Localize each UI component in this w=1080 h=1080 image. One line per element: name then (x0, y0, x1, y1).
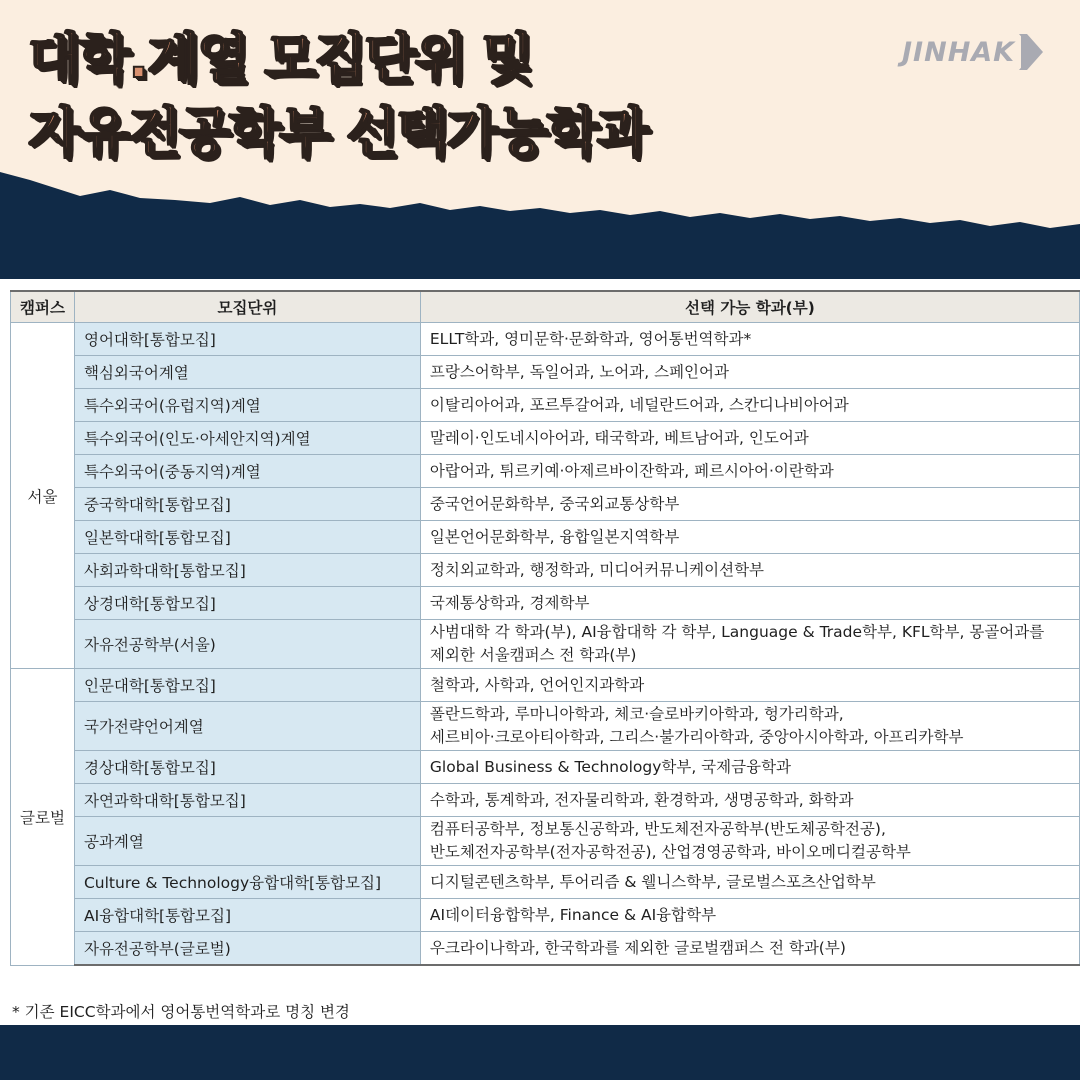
table-row (11, 784, 1080, 817)
bottom-bar (0, 1025, 1080, 1080)
unit-cell: 특수외국어(인도·아세안지역)계열 (74, 422, 420, 455)
logo-text: JINHAK (902, 36, 1016, 68)
unit-cell: 사회과학대학[통합모집] (74, 554, 420, 587)
department-line: 디지털콘텐츠학부, 투어리즘 & 웰니스학부, 글로벌스포츠산업학부 (429, 872, 876, 891)
unit-cell: 특수외국어(유럽지역)계열 (74, 389, 420, 422)
departments-cell (420, 521, 1079, 554)
departments-cell (420, 455, 1079, 488)
table-row (11, 422, 1080, 455)
departments-cell (420, 932, 1079, 966)
departments-cell (420, 389, 1079, 422)
department-line: 반도체전자공학부(전자공학전공), 산업경영공학과, 바이오메디컬공학부 (429, 843, 911, 861)
unit-cell: 핵심외국어계열 (74, 356, 420, 389)
title-line-2: 자유전공학부 선택가능학과 (28, 101, 647, 164)
table-row (11, 899, 1080, 932)
chevron-right-icon (1017, 32, 1043, 72)
unit-cell: 영어대학[통합모집] (74, 323, 420, 356)
unit-cell: 특수외국어(중동지역)계열 (74, 455, 420, 488)
unit-cell: 일본학대학[통합모집] (74, 521, 420, 554)
department-line: 컴퓨터공학부, 정보통신공학과, 반도체전자공학부(반도체공학전공), (429, 820, 886, 838)
page-title (28, 22, 647, 170)
department-line: AI데이터융합학부, Finance & AI융합학부 (429, 905, 717, 924)
unit-cell: 인문대학[통합모집] (74, 669, 420, 702)
header-unit: 모집단위 (74, 291, 420, 323)
table-row (11, 521, 1080, 554)
table-row (11, 817, 1080, 866)
header-campus: 캠퍼스 (11, 291, 75, 323)
departments-cell (420, 817, 1079, 866)
unit-cell: 중국학대학[통합모집] (74, 488, 420, 521)
table-row (11, 866, 1080, 899)
department-line: 세르비아·크로아티아학과, 그리스·불가리아학과, 중앙아시아학과, 아프리카학부 (429, 728, 964, 746)
departments-cell (420, 751, 1079, 784)
department-table (10, 290, 1080, 966)
departments-cell (420, 488, 1079, 521)
department-line: 우크라이나학과, 한국학과를 제외한 글로벌캠퍼스 전 학과(부) (429, 938, 846, 957)
unit-cell: 경상대학[통합모집] (74, 751, 420, 784)
department-line: 수학과, 통계학과, 전자물리학과, 환경학과, 생명공학과, 화학과 (429, 790, 854, 809)
table-row (11, 389, 1080, 422)
department-line: 중국언어문화학부, 중국외교통상학부 (429, 494, 680, 513)
department-line: ELLT학과, 영미문학·문화학과, 영어통번역학과* (429, 329, 752, 348)
unit-cell: 자유전공학부(글로벌) (74, 932, 420, 966)
table-row (11, 488, 1080, 521)
table-card (0, 279, 1080, 1025)
unit-cell: 국가전략언어계열 (74, 702, 420, 751)
table-row (11, 932, 1080, 966)
department-line: 국제통상학과, 경제학부 (429, 593, 590, 612)
department-line: 아랍어과, 튀르키예·아제르바이잔학과, 페르시아어·이란학과 (429, 461, 834, 480)
table-body (11, 323, 1080, 966)
table-row (11, 455, 1080, 488)
departments-cell (420, 323, 1079, 356)
jinhak-logo (902, 30, 1052, 74)
table-header-row (11, 291, 1080, 323)
departments-cell (420, 702, 1079, 751)
department-line: 철학과, 사학과, 언어인지과학과 (429, 675, 645, 694)
campus-cell: 글로벌 (11, 669, 75, 966)
departments-cell (420, 669, 1079, 702)
title-line-1: 대학.계열 모집단위 및 (28, 27, 532, 90)
table-row (11, 669, 1080, 702)
header-departments: 선택 가능 학과(부) (420, 291, 1079, 323)
unit-cell: AI융합대학[통합모집] (74, 899, 420, 932)
unit-cell: 공과계열 (74, 817, 420, 866)
table-row (11, 323, 1080, 356)
table-row (11, 620, 1080, 669)
unit-cell: 상경대학[통합모집] (74, 587, 420, 620)
department-line: 이탈리아어과, 포르투갈어과, 네덜란드어과, 스칸디나비아어과 (429, 395, 849, 414)
department-line: 말레이·인도네시아어과, 태국학과, 베트남어과, 인도어과 (429, 428, 809, 447)
departments-cell (420, 422, 1079, 455)
department-line: 사범대학 각 학과(부), AI융합대학 각 학부, Language & Trade학부, KFL학부, 몽골어과를 (429, 623, 1045, 641)
departments-cell (420, 899, 1079, 932)
table-row (11, 356, 1080, 389)
department-line: 폴란드학과, 루마니아학과, 체코·슬로바키아학과, 헝가리학과, (429, 705, 844, 723)
table-row (11, 554, 1080, 587)
department-line: 프랑스어학부, 독일어과, 노어과, 스페인어과 (429, 362, 729, 381)
department-line: 제외한 서울캠퍼스 전 학과(부) (429, 646, 637, 664)
departments-cell (420, 866, 1079, 899)
departments-cell (420, 554, 1079, 587)
unit-cell: Culture & Technology융합대학[통합모집] (74, 866, 420, 899)
departments-cell (420, 356, 1079, 389)
table-row (11, 751, 1080, 784)
department-line: 정치외교학과, 행정학과, 미디어커뮤니케이션학부 (429, 560, 765, 579)
unit-cell: 자연과학대학[통합모집] (74, 784, 420, 817)
departments-cell (420, 784, 1079, 817)
footnote: * 기존 EICC학과에서 영어통번역학과로 명칭 변경 (12, 1003, 350, 1021)
campus-cell: 서울 (11, 323, 75, 669)
department-line: Global Business & Technology학부, 국제금융학과 (429, 757, 792, 776)
departments-cell (420, 587, 1079, 620)
department-line: 일본언어문화학부, 융합일본지역학부 (429, 527, 680, 546)
unit-cell: 자유전공학부(서울) (74, 620, 420, 669)
departments-cell (420, 620, 1079, 669)
table-row (11, 702, 1080, 751)
table-row (11, 587, 1080, 620)
